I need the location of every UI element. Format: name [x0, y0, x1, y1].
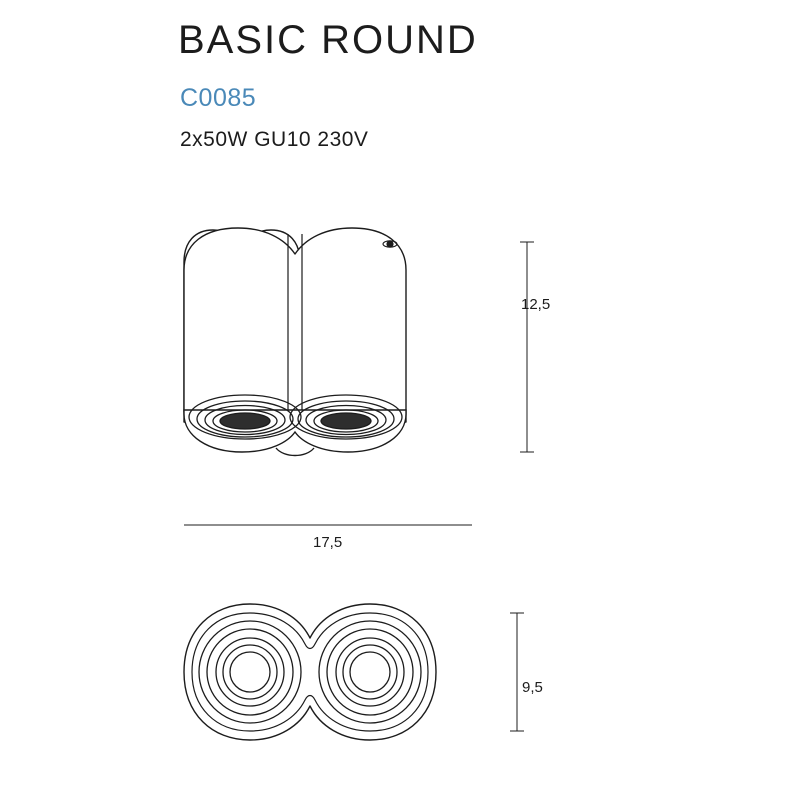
- page-title: BASIC ROUND: [178, 18, 478, 62]
- top-view-drawing: [150, 580, 570, 780]
- product-code: C0085: [180, 84, 257, 112]
- product-specifications: 2x50W GU10 230V: [180, 128, 369, 151]
- dimension-height-label: 12,5: [521, 296, 551, 313]
- dimension-lines: [150, 200, 570, 560]
- dimension-width-label: 17,5: [313, 534, 343, 551]
- dimension-depth-label: 9,5: [522, 679, 543, 696]
